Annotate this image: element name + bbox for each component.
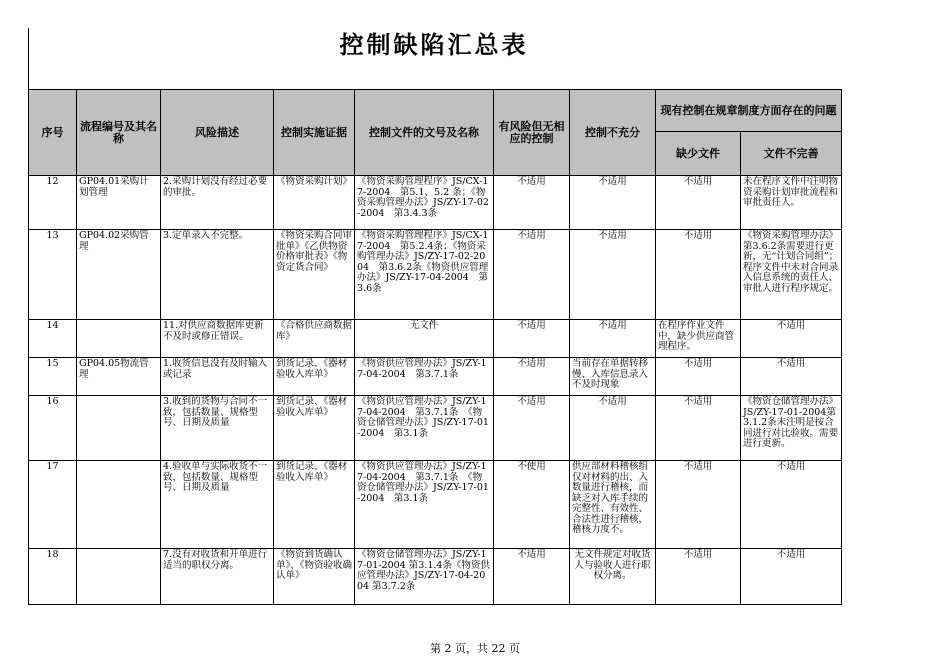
cell-risk: 1.收货信息没有及时输入或记录 [161,358,274,396]
header-group: 现有控制在规章制度方面存在的问题 [656,90,842,132]
header-missing: 缺少文件 [656,132,741,176]
cell-no-control: 不适用 [494,549,570,605]
header-process: 流程编号及其名称 [77,90,161,176]
cell-insufficient: 不适用 [570,396,656,461]
cell-insufficient: 不适用 [570,320,656,358]
cell-docs: 《物资采购管理程序》JS/CX-17-2004 第5.1、5.2 条；《物资采购管理办法》JS/ZY-17-02-2004 第3.4.3条 [355,176,494,230]
cell-evidence: 到货记录、《器材验收入库单》 [274,461,355,549]
cell-no-control: 不使用 [494,461,570,549]
cell-evidence: 到货记录、《器材验收入库单》 [274,358,355,396]
cell-process [77,320,161,358]
cell-missing: 在程序作业文件中，缺少供应商管理程序。 [656,320,741,358]
header-incomplete: 文件不完善 [741,132,842,176]
cell-missing: 不适用 [656,396,741,461]
header-seq: 序号 [29,90,77,176]
cell-docs: 无文件 [355,320,494,358]
table-row [29,230,842,320]
cell-insufficient: 当前存在单据转移慢、入库信息录入不及时现象 [570,358,656,396]
cell-insufficient: 无文件规定对收货人与验收人进行职权分离。 [570,549,656,605]
cell-seq: 14 [29,320,77,358]
cell-risk: 7.没有对收货和开单进行适当的职权分离。 [161,549,274,605]
cell-no-control: 不适用 [494,230,570,320]
cell-insufficient: 不适用 [570,230,656,320]
cell-missing: 不适用 [656,230,741,320]
cell-process: GP04.02采购管理 [77,230,161,320]
table-row [29,549,842,605]
header-evidence: 控制实施证据 [274,90,355,176]
cell-missing: 不适用 [656,549,741,605]
cell-docs: 《物资供应管理办法》JS/ZY-17-04-2004 第3.7.1条 《物资仓储管理办法》JS/ZY-17-01-2004 第3.1条 [355,396,494,461]
header-risk: 风险描述 [161,90,274,176]
cell-seq: 16 [29,396,77,461]
cell-no-control: 不适用 [494,396,570,461]
table-row [29,461,842,549]
table-row [29,176,842,230]
cell-process [77,396,161,461]
cell-risk: 4.验收单与实际收货不一致，包括数量、规格型号、日期及质量 [161,461,274,549]
cell-incomplete: 不适用 [741,461,842,549]
header-insufficient: 控制不充分 [570,90,656,176]
cell-risk: 2.采购计划没有经过必要的审批。 [161,176,274,230]
table-row [29,320,842,358]
table-row [29,396,842,461]
cell-seq: 17 [29,461,77,549]
cell-docs: 《物资仓储管理办法》JS/ZY-17-01-2004 第3.1.4条《物资供应管理办法》JS/ZY-17-04-2004 第3.7.2条 [355,549,494,605]
cell-no-control: 不适用 [494,320,570,358]
cell-process: GP04.05物流管理 [77,358,161,396]
cell-incomplete: 不适用 [741,549,842,605]
cell-missing: 不适用 [656,358,741,396]
cell-evidence: 《合格供应商数据库》 [274,320,355,358]
page-footer: 第 2 页，共 22 页 [430,642,520,655]
cell-process [77,549,161,605]
cell-evidence: 到货记录、《器材验收入库单》 [274,396,355,461]
cell-risk: 11.对供应商数据库更新不及时或修正错误。 [161,320,274,358]
cell-missing: 不适用 [656,176,741,230]
cell-incomplete: 《物资仓储管理办法》 JS/ZY-17-01-2004第3.1.2条未注明是按合同进行对比验收。需要进行更新。 [741,396,842,461]
cell-incomplete: 《物资采购管理办法》第3.6.2条需要进行更新，无“计划合同组”；程序文件中未对合同录入信息系统的责任人、审批人进行程序规定。 [741,230,842,320]
cell-seq: 13 [29,230,77,320]
cell-evidence: 《物资采购计划》 [274,176,355,230]
cell-seq: 12 [29,176,77,230]
cell-seq: 15 [29,358,77,396]
cell-insufficient: 供应部材料稽核组仅对材料的出、入数量进行稽核，而缺乏对入库手续的完整性、有效性、合法性进行稽核，稽核力度不。 [570,461,656,549]
cell-risk: 3.收到的货物与合同不一致，包括数量、规格型号、日期及质量 [161,396,274,461]
cell-seq: 18 [29,549,77,605]
cell-process [77,461,161,549]
cell-no-control: 不适用 [494,358,570,396]
header-docs: 控制文件的文号及名称 [355,90,494,176]
cell-evidence: 《物资采购合同审批单》《乙供物资价格审批表》《物资定货合同》 [274,230,355,320]
cell-risk: 3.定单录入不完整。 [161,230,274,320]
header-no-control: 有风险但无相应的控制 [494,90,570,176]
cell-insufficient: 不适用 [570,176,656,230]
page-title: 控制缺陷汇总表 [339,30,529,59]
cell-no-control: 不适用 [494,176,570,230]
cell-process: GP04.01采购计划管理 [77,176,161,230]
table-row [29,358,842,396]
cell-incomplete: 不适用 [741,358,842,396]
cell-evidence: 《物资到货确认单》、《物资验收确认单》 [274,549,355,605]
cell-incomplete: 未在程序文件中注明物资采购计划审批流程和审批责任人。 [741,176,842,230]
cell-missing: 不适用 [656,461,741,549]
cell-docs: 《物资供应管理办法》JS/ZY-17-04-2004 第3.7.1条 《物资仓储管理办法》JS/ZY-17-01-2004 第3.1条 [355,461,494,549]
defect-table [28,89,842,605]
cell-docs: 《物资供应管理办法》JS/ZY-17-04-2004 第3.7.1条 [355,358,494,396]
cell-incomplete: 不适用 [741,320,842,358]
cell-docs: 《物资采购管理程序》JS/CX-17-2004 第5.2.4条；《物资采购管理办法》JS/ZY-17-02-2004 第3.6.2条《物资供应管理办法》JS/ZY-17-04-2004 第3.6条 [355,230,494,320]
